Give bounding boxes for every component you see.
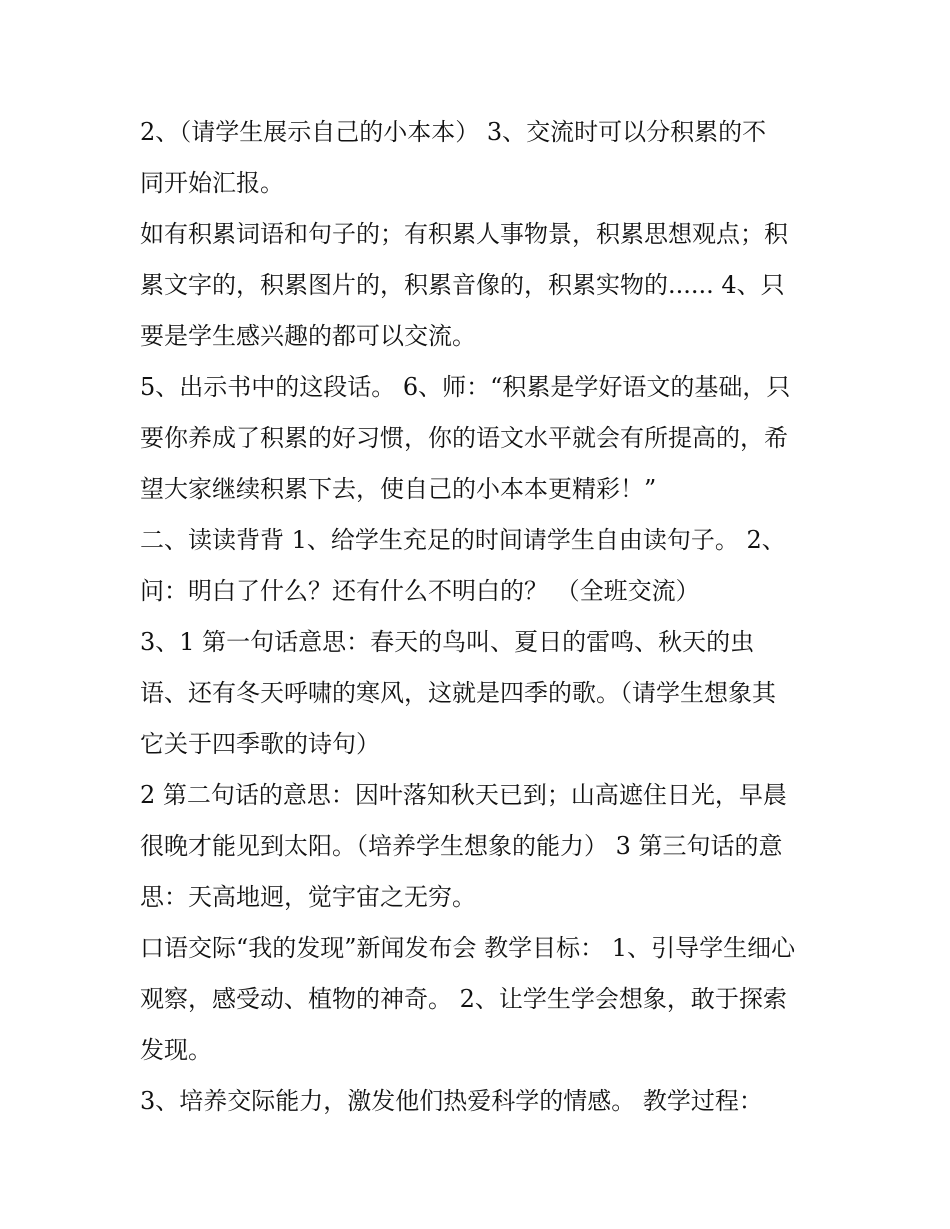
- text-line: 语、还有冬天呼啸的寒风，这就是四季的歌。（请学生想象其: [140, 679, 776, 707]
- text-line: 思：天高地迥，觉宇宙之无穷。: [140, 883, 476, 911]
- text-line: 二、读读背背 1、给学生充足的时间请学生自由读句子。 2、: [140, 526, 786, 554]
- text-line: 5、出示书中的这段话。 6、师：“积累是学好语文的基础，只: [140, 373, 791, 401]
- text-line: 问：明白了什么？还有什么不明白的？ （全班交流）: [140, 577, 700, 605]
- text-line: 观察，感受动、植物的神奇。 2、让学生学会想象，敢于探索: [140, 985, 787, 1013]
- text-line: 2 第二句话的意思：因叶落知秋天已到；山高遮住日光，早晨: [140, 781, 787, 809]
- text-line: 望大家继续积累下去，使自己的小本本更精彩！”: [140, 475, 657, 503]
- text-line: 口语交际“我的发现”新闻发布会 教学目标： 1、引导学生细心: [140, 934, 796, 962]
- text-line: 要你养成了积累的好习惯，你的语文水平就会有所提高的，希: [140, 424, 788, 452]
- text-line: 它关于四季歌的诗句）: [140, 730, 380, 758]
- text-line: 3、1 第一句话意思：春天的鸟叫、夏日的雷鸣、秋天的虫: [140, 628, 755, 656]
- text-line: 累文字的，积累图片的，积累音像的，积累实物的...... 4、只: [140, 271, 785, 299]
- text-line: 要是学生感兴趣的都可以交流。: [140, 322, 476, 350]
- text-line: 发现。: [140, 1036, 212, 1064]
- text-line: 3、培养交际能力，激发他们热爱科学的情感。 教学过程：: [140, 1087, 763, 1115]
- document-body: [140, 110, 830, 1130]
- text-line: 很晚才能见到太阳。（培养学生想象的能力） 3 第三句话的意: [140, 832, 783, 860]
- text-line: 同开始汇报。: [140, 169, 284, 197]
- text-line: 如有积累词语和句子的；有积累人事物景，积累思想观点；积: [140, 220, 788, 248]
- text-line: 2、（请学生展示自己的小本本） 3、交流时可以分积累的不: [140, 118, 767, 146]
